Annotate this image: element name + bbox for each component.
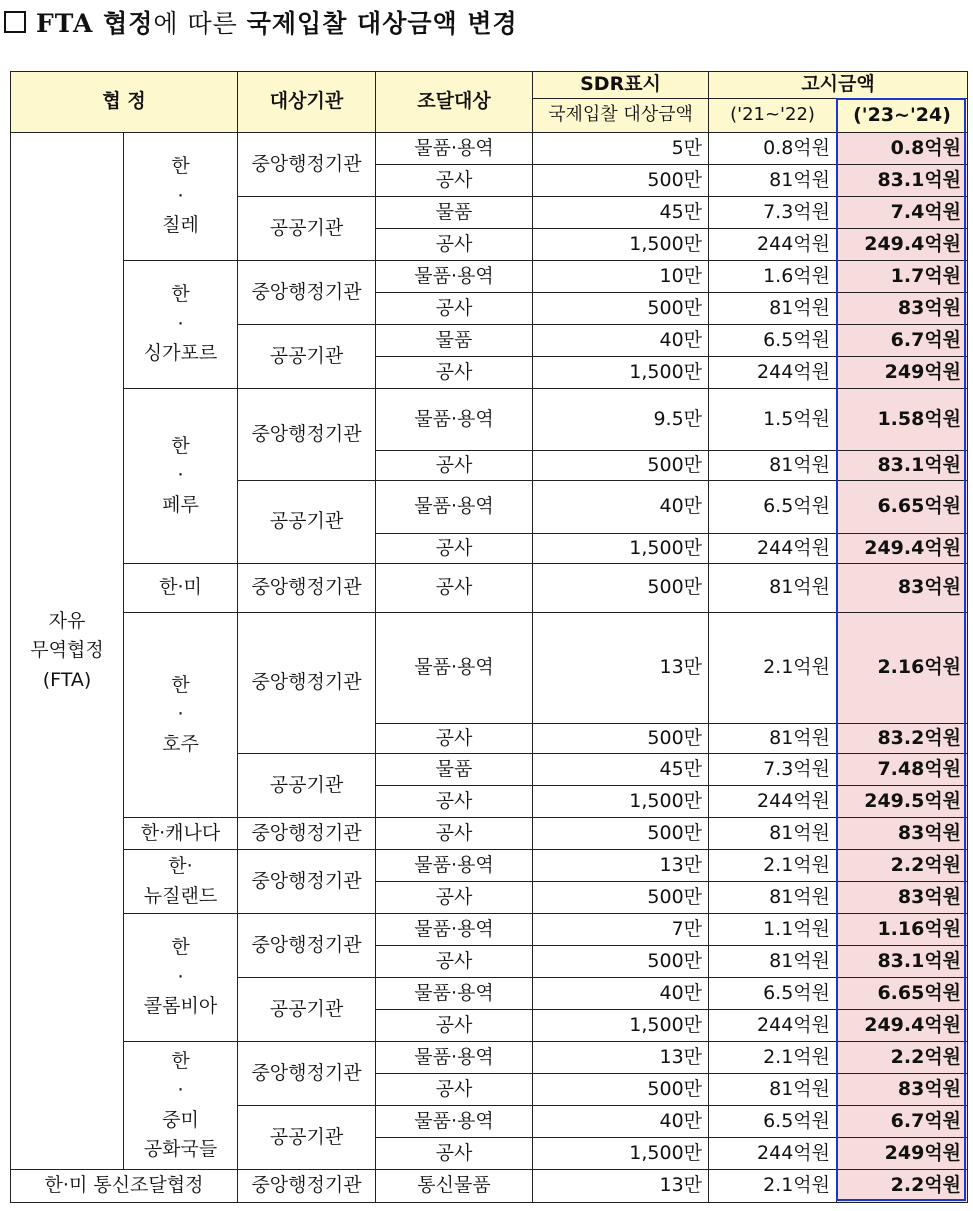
agency-cell: 중앙행정기관 <box>238 1170 376 1203</box>
agency-cell: 중앙행정기관 <box>238 613 376 754</box>
fta-label-2: 무역협정 <box>30 639 104 662</box>
country-label: 한 <box>171 1049 190 1072</box>
sdr-cell: 40만 <box>533 481 709 534</box>
table-row <box>11 818 968 850</box>
sdr-cell: 45만 <box>533 754 709 786</box>
country-label: 중미 <box>162 1108 199 1131</box>
country-label: · <box>177 464 184 487</box>
item-cell: 공사 <box>376 724 533 754</box>
curr-cell: 249.4억원 <box>837 534 968 564</box>
country-label: 한 <box>171 283 190 306</box>
prev-cell: 244억원 <box>709 357 837 389</box>
curr-cell: 2.2억원 <box>837 850 968 882</box>
country-label: · <box>177 184 184 207</box>
prev-cell: 81억원 <box>709 946 837 978</box>
agency-cell: 중앙행정기관 <box>238 850 376 914</box>
title-part-connector: 에 따른 <box>153 9 247 38</box>
agency-cell: 공공기관 <box>238 481 376 564</box>
curr-cell: 1.7억원 <box>837 261 968 293</box>
prev-cell: 244억원 <box>709 1010 837 1042</box>
sdr-cell: 13만 <box>533 1042 709 1074</box>
curr-cell: 6.65억원 <box>837 481 968 534</box>
country-label: 호주 <box>162 732 199 755</box>
agency-cell: 공공기관 <box>238 325 376 389</box>
prev-cell: 6.5억원 <box>709 978 837 1010</box>
item-cell: 공사 <box>376 818 533 850</box>
header-sdr-top: SDR표시 <box>533 72 709 99</box>
country-label: 칠레 <box>162 214 199 237</box>
country-label: 뉴질랜드 <box>143 884 218 907</box>
item-cell: 물품·용역 <box>376 1042 533 1074</box>
sdr-cell: 500만 <box>533 564 709 613</box>
sdr-cell: 45만 <box>533 197 709 229</box>
item-cell: 공사 <box>376 1138 533 1170</box>
curr-cell: 249억원 <box>837 357 968 389</box>
prev-cell: 81억원 <box>709 165 837 197</box>
item-cell: 공사 <box>376 1010 533 1042</box>
item-cell: 공사 <box>376 946 533 978</box>
country-label: · <box>177 703 184 726</box>
prev-cell: 81억원 <box>709 564 837 613</box>
item-cell: 공사 <box>376 229 533 261</box>
header-procurement: 조달대상 <box>376 72 533 133</box>
fta-label-1: 자유 <box>48 609 86 632</box>
sdr-cell: 500만 <box>533 1074 709 1106</box>
sdr-cell: 40만 <box>533 978 709 1010</box>
curr-cell: 2.2억원 <box>837 1170 968 1203</box>
agency-cell: 중앙행정기관 <box>238 389 376 481</box>
sdr-cell: 1,500만 <box>533 1138 709 1170</box>
country-label: 한 <box>171 155 190 178</box>
item-cell: 물품·용역 <box>376 1106 533 1138</box>
item-cell: 공사 <box>376 564 533 613</box>
curr-cell: 7.48억원 <box>837 754 968 786</box>
prev-cell: 1.1억원 <box>709 914 837 946</box>
curr-cell: 249.4억원 <box>837 1010 968 1042</box>
prev-cell: 81억원 <box>709 293 837 325</box>
telecom-agreement-cell: 한·미 통신조달협정 <box>11 1170 238 1203</box>
table-row <box>11 564 968 613</box>
header-curr-period: ('23~'24) <box>837 99 968 133</box>
title-part-subject: 국제입찰 대상금액 변경 <box>246 9 518 38</box>
prev-cell: 81억원 <box>709 724 837 754</box>
country-label: 한 <box>171 434 190 457</box>
agency-cell: 중앙행정기관 <box>238 1042 376 1106</box>
sdr-cell: 500만 <box>533 946 709 978</box>
sdr-cell: 1,500만 <box>533 229 709 261</box>
item-cell: 공사 <box>376 357 533 389</box>
curr-cell: 249.4억원 <box>837 229 968 261</box>
item-cell: 공사 <box>376 165 533 197</box>
country-centralamerica <box>124 1042 238 1170</box>
fta-group-cell <box>11 133 124 1170</box>
prev-cell: 244억원 <box>709 786 837 818</box>
prev-cell: 6.5억원 <box>709 1106 837 1138</box>
sdr-cell: 500만 <box>533 818 709 850</box>
country-us: 한·미 <box>124 564 238 613</box>
sdr-cell: 500만 <box>533 882 709 914</box>
curr-cell: 6.7억원 <box>837 325 968 357</box>
curr-cell: 2.2억원 <box>837 1042 968 1074</box>
sdr-cell: 5만 <box>533 133 709 165</box>
item-cell: 공사 <box>376 1074 533 1106</box>
country-singapore <box>124 261 238 389</box>
table-row <box>11 850 968 882</box>
threshold-table <box>10 71 968 1203</box>
curr-cell: 0.8억원 <box>837 133 968 165</box>
agency-cell: 중앙행정기관 <box>238 914 376 978</box>
country-chile <box>124 133 238 261</box>
title-part-fta: FTA 협정 <box>36 9 154 38</box>
country-label: 싱가포르 <box>143 342 218 365</box>
item-cell: 물품·용역 <box>376 133 533 165</box>
item-cell: 물품 <box>376 197 533 229</box>
table-row <box>11 1170 968 1203</box>
sdr-cell: 500만 <box>533 724 709 754</box>
item-cell: 물품·용역 <box>376 914 533 946</box>
sdr-cell: 10만 <box>533 261 709 293</box>
agency-cell: 중앙행정기관 <box>238 818 376 850</box>
fta-label-3: (FTA) <box>42 668 92 691</box>
country-colombia <box>124 914 238 1042</box>
country-peru <box>124 389 238 564</box>
country-label: 한 <box>171 673 190 696</box>
sdr-cell: 1,500만 <box>533 534 709 564</box>
prev-cell: 1.6억원 <box>709 261 837 293</box>
sdr-cell: 1,500만 <box>533 357 709 389</box>
header-agency: 대상기관 <box>238 72 376 133</box>
prev-cell: 81억원 <box>709 1074 837 1106</box>
curr-cell: 6.65억원 <box>837 978 968 1010</box>
sdr-cell: 1,500만 <box>533 1010 709 1042</box>
item-cell: 물품·용역 <box>376 850 533 882</box>
country-label: 콜롬비아 <box>143 995 218 1018</box>
sdr-cell: 500만 <box>533 293 709 325</box>
prev-cell: 7.3억원 <box>709 197 837 229</box>
sdr-cell: 9.5만 <box>533 389 709 451</box>
prev-cell: 81억원 <box>709 818 837 850</box>
prev-cell: 1.5억원 <box>709 389 837 451</box>
curr-cell: 83억원 <box>837 882 968 914</box>
item-cell: 통신물품 <box>376 1170 533 1203</box>
sdr-cell: 40만 <box>533 1106 709 1138</box>
table-row <box>11 389 968 451</box>
country-label: · <box>177 1079 184 1102</box>
curr-cell: 83억원 <box>837 818 968 850</box>
country-newzealand <box>124 850 238 914</box>
table-row <box>11 261 968 293</box>
prev-cell: 244억원 <box>709 229 837 261</box>
prev-cell: 244억원 <box>709 1138 837 1170</box>
curr-cell: 249.5억원 <box>837 786 968 818</box>
curr-cell: 83.1억원 <box>837 946 968 978</box>
header-sdr-bottom: 국제입찰 대상금액 <box>533 99 709 133</box>
country-label: 공화국들 <box>143 1137 218 1160</box>
country-label: · <box>177 965 184 988</box>
prev-cell: 0.8억원 <box>709 133 837 165</box>
prev-cell: 2.1억원 <box>709 850 837 882</box>
checkbox-square-icon <box>4 11 26 33</box>
sdr-cell: 500만 <box>533 451 709 481</box>
prev-cell: 81억원 <box>709 882 837 914</box>
prev-cell: 81억원 <box>709 451 837 481</box>
title-text <box>36 4 518 40</box>
sdr-cell: 7만 <box>533 914 709 946</box>
sdr-cell: 40만 <box>533 325 709 357</box>
agency-cell: 공공기관 <box>238 978 376 1042</box>
table-row <box>11 613 968 724</box>
curr-cell: 83.1억원 <box>837 451 968 481</box>
item-cell: 물품 <box>376 325 533 357</box>
prev-cell: 7.3억원 <box>709 754 837 786</box>
agency-cell: 공공기관 <box>238 1106 376 1170</box>
item-cell: 공사 <box>376 534 533 564</box>
sdr-cell: 13만 <box>533 613 709 724</box>
prev-cell: 244억원 <box>709 534 837 564</box>
item-cell: 공사 <box>376 882 533 914</box>
prev-cell: 2.1억원 <box>709 1042 837 1074</box>
item-cell: 공사 <box>376 451 533 481</box>
curr-cell: 83억원 <box>837 1074 968 1106</box>
table-row <box>11 1042 968 1074</box>
agency-cell: 중앙행정기관 <box>238 564 376 613</box>
country-label: · <box>177 312 184 335</box>
country-label: 페루 <box>162 493 199 516</box>
agency-cell: 공공기관 <box>238 754 376 818</box>
sdr-cell: 500만 <box>533 165 709 197</box>
curr-cell: 83억원 <box>837 564 968 613</box>
agency-cell: 공공기관 <box>238 197 376 261</box>
prev-cell: 2.1억원 <box>709 1170 837 1203</box>
country-australia <box>124 613 238 818</box>
prev-cell: 6.5억원 <box>709 325 837 357</box>
header-agreement: 협 정 <box>11 72 238 133</box>
item-cell: 공사 <box>376 786 533 818</box>
curr-cell: 83.2억원 <box>837 724 968 754</box>
country-label: 한· <box>168 855 193 878</box>
curr-cell: 83억원 <box>837 293 968 325</box>
sdr-cell: 13만 <box>533 1170 709 1203</box>
table-row <box>11 133 968 165</box>
header-row-1 <box>11 72 968 99</box>
table-row <box>11 914 968 946</box>
agency-cell: 중앙행정기관 <box>238 261 376 325</box>
country-canada: 한·캐나다 <box>124 818 238 850</box>
item-cell: 물품·용역 <box>376 389 533 451</box>
sdr-cell: 1,500만 <box>533 786 709 818</box>
curr-cell: 1.16억원 <box>837 914 968 946</box>
prev-cell: 6.5억원 <box>709 481 837 534</box>
item-cell: 물품·용역 <box>376 978 533 1010</box>
curr-cell: 83.1억원 <box>837 165 968 197</box>
sdr-cell: 13만 <box>533 850 709 882</box>
item-cell: 물품·용역 <box>376 481 533 534</box>
item-cell: 물품·용역 <box>376 261 533 293</box>
agency-cell: 중앙행정기관 <box>238 133 376 197</box>
item-cell: 물품·용역 <box>376 613 533 724</box>
curr-cell: 2.16억원 <box>837 613 968 724</box>
curr-cell: 6.7억원 <box>837 1106 968 1138</box>
item-cell: 물품 <box>376 754 533 786</box>
curr-cell: 249억원 <box>837 1138 968 1170</box>
header-prev-period: ('21~'22) <box>709 99 837 133</box>
item-cell: 공사 <box>376 293 533 325</box>
curr-cell: 1.58억원 <box>837 389 968 451</box>
curr-cell: 7.4억원 <box>837 197 968 229</box>
document-title <box>4 6 518 38</box>
country-label: 한 <box>171 936 190 959</box>
header-notice: 고시금액 <box>709 72 968 99</box>
prev-cell: 2.1억원 <box>709 613 837 724</box>
